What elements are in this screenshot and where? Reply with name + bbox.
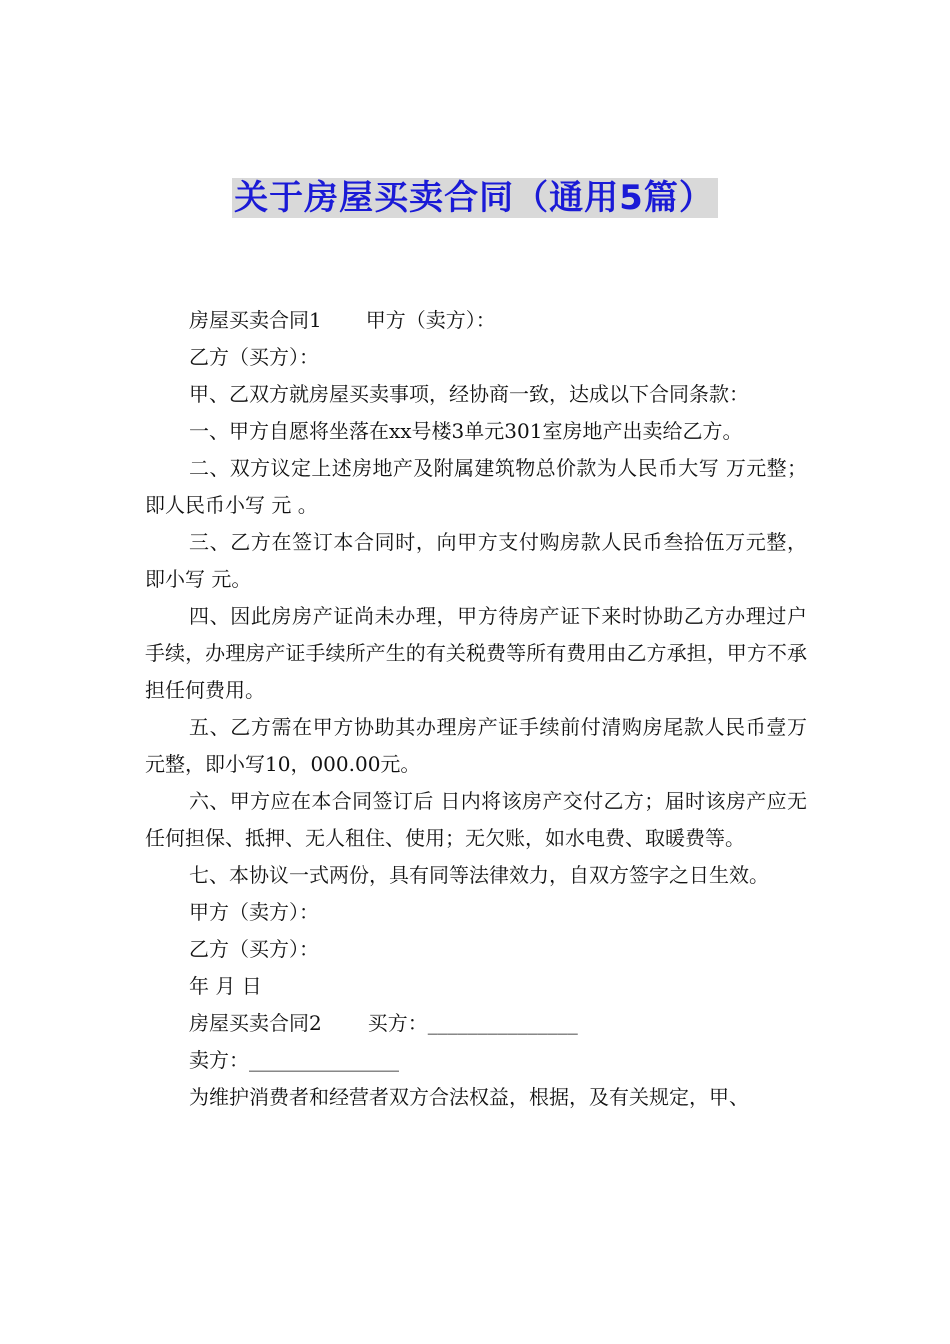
contract2-heading: 房屋买卖合同2 [189, 1011, 322, 1035]
clause-6: 六、甲方应在本合同签订后 日内将该房产交付乙方；届时该房产应无任何担保、抵押、无人租住、使用；无欠账，如水电费、取暖费等。 [145, 789, 807, 850]
date-line: 年 月 日 [189, 974, 262, 998]
contract1-heading-line [145, 302, 807, 339]
document-title: 关于房屋买卖合同（通用5篇） [232, 178, 718, 218]
contract2-intro: 为维护消费者和经营者双方合法权益，根据，及有关规定，甲、 [189, 1085, 749, 1109]
contract1-heading: 房屋买卖合同1 [189, 308, 322, 332]
contract2-seller: 卖方：_______________ [189, 1048, 399, 1072]
contract1-intro: 甲、乙双方就房屋买卖事项，经协商一致，达成以下合同条款： [189, 382, 749, 406]
clause-1: 一、甲方自愿将坐落在xx号楼3单元301室房地产出卖给乙方。 [189, 419, 743, 443]
clause-7: 七、本协议一式两份，具有同等法律效力，自双方签字之日生效。 [189, 863, 769, 887]
clause-2: 二、双方议定上述房地产及附属建筑物总价款为人民币大写 万元整；即人民币小写 元 。 [145, 456, 807, 517]
contract2-heading-line [145, 1005, 807, 1042]
clause-3: 三、乙方在签订本合同时，向甲方支付购房款人民币叁拾伍万元整，即小写 元。 [145, 530, 807, 591]
contract1-party-b: 乙方（买方）： [189, 345, 319, 369]
document-body [145, 302, 807, 1116]
contract1-party-a-inline: 甲方（卖方）： [365, 308, 496, 332]
sign-party-b: 乙方（买方）： [189, 937, 319, 961]
contract2-buyer-inline: 买方：_______________ [367, 1011, 578, 1035]
title-container [0, 178, 950, 218]
clause-5: 五、乙方需在甲方协助其办理房产证手续前付清购房尾款人民币壹万元整，即小写10，000.00元。 [145, 715, 807, 776]
clause-4: 四、因此房房产证尚未办理，甲方待房产证下来时协助乙方办理过户手续，办理房产证手续所产生的有关税费等所有费用由乙方承担，甲方不承担任何费用。 [145, 604, 807, 702]
sign-party-a: 甲方（卖方）： [189, 900, 319, 924]
